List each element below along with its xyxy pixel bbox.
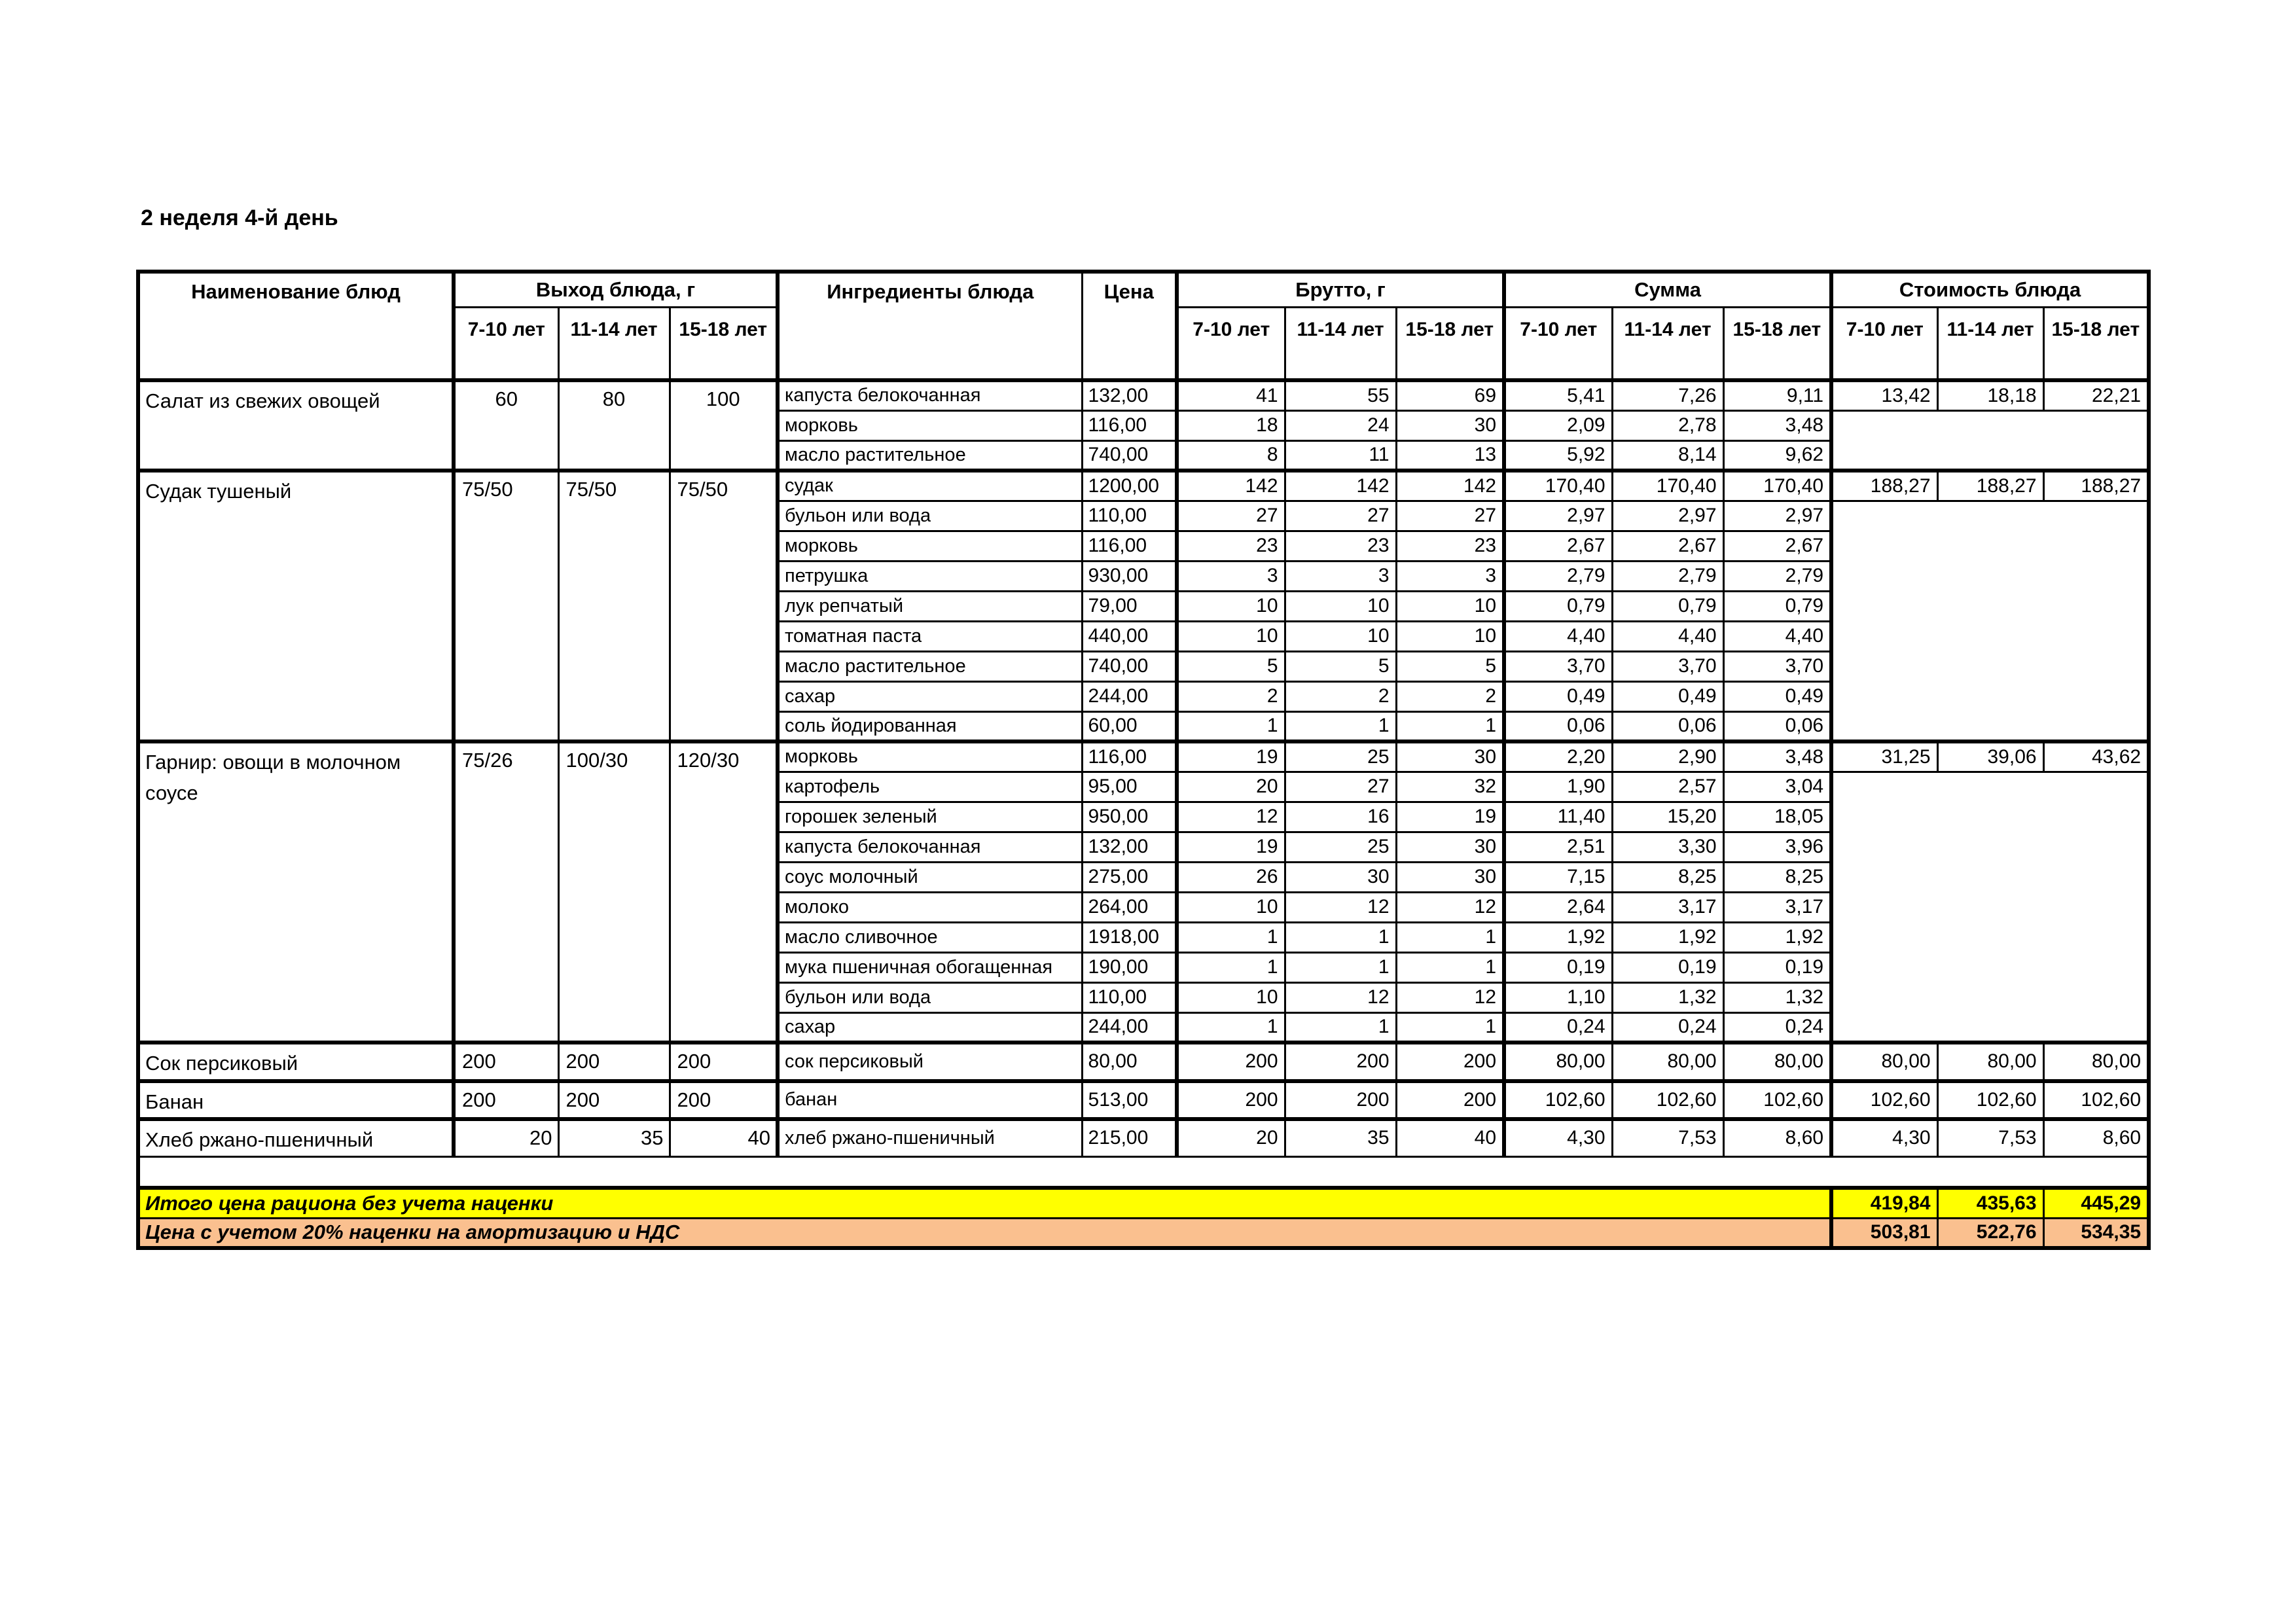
price-cell: 190,00 [1082, 952, 1177, 982]
header-age-label: 7-10 лет [1831, 307, 1937, 380]
sum-cell: 8,14 [1612, 440, 1723, 471]
brutto-cell: 10 [1177, 591, 1285, 621]
sum-cell: 4,40 [1504, 621, 1612, 651]
dish-cost-cell: 4,30 [1831, 1119, 1937, 1156]
dish-cost-cell: 102,60 [2043, 1081, 2149, 1120]
sum-cell: 2,67 [1504, 531, 1612, 561]
brutto-cell: 12 [1177, 802, 1285, 832]
brutto-cell: 10 [1177, 892, 1285, 922]
price-cell: 132,00 [1082, 380, 1177, 410]
sum-cell: 0,06 [1612, 711, 1723, 741]
brutto-cell: 200 [1285, 1043, 1396, 1081]
brutto-cell: 12 [1285, 982, 1396, 1012]
header-group-row [138, 272, 2149, 307]
brutto-cell: 1 [1396, 1012, 1504, 1043]
sum-cell: 4,40 [1723, 621, 1831, 651]
price-cell: 244,00 [1082, 1012, 1177, 1043]
output-cell-7-10: 75/26 [454, 741, 558, 1043]
brutto-cell: 12 [1396, 982, 1504, 1012]
brutto-cell: 8 [1177, 440, 1285, 471]
sum-cell: 5,41 [1504, 380, 1612, 410]
sum-cell: 1,92 [1504, 922, 1612, 952]
dish-cost-cell: 39,06 [1937, 741, 2043, 772]
sum-cell: 0,24 [1612, 1012, 1723, 1043]
price-cell: 110,00 [1082, 982, 1177, 1012]
dish-cost-cell: 13,42 [1831, 380, 1937, 410]
brutto-cell: 27 [1285, 772, 1396, 802]
brutto-cell: 142 [1396, 471, 1504, 501]
price-cell: 264,00 [1082, 892, 1177, 922]
header-age-label: 15-18 лет [1723, 307, 1831, 380]
brutto-cell: 27 [1396, 501, 1504, 531]
brutto-cell: 24 [1285, 410, 1396, 440]
brutto-cell: 23 [1177, 531, 1285, 561]
sum-cell: 2,57 [1612, 772, 1723, 802]
header-age-label: 11-14 лет [1612, 307, 1723, 380]
ingredient-cell: судак [778, 471, 1082, 501]
menu-cost-table [136, 270, 2151, 1250]
table-header [138, 272, 2149, 380]
brutto-cell: 1 [1396, 922, 1504, 952]
brutto-cell: 10 [1396, 621, 1504, 651]
brutto-cell: 32 [1396, 772, 1504, 802]
brutto-cell: 10 [1285, 621, 1396, 651]
page-title: 2 неделя 4-й день [141, 205, 338, 230]
ingredient-cell: соль йодированная [778, 711, 1082, 741]
header-age-label: 15-18 лет [1396, 307, 1504, 380]
ingredient-cell: хлеб ржано-пшеничный [778, 1119, 1082, 1156]
sum-cell: 2,90 [1612, 741, 1723, 772]
sum-cell: 3,70 [1723, 651, 1831, 681]
sum-cell: 7,26 [1612, 380, 1723, 410]
price-cell: 1918,00 [1082, 922, 1177, 952]
output-cell-7-10: 75/50 [454, 471, 558, 741]
sum-cell: 2,67 [1612, 531, 1723, 561]
sum-cell: 102,60 [1723, 1081, 1831, 1120]
header-brutto-group: Брутто, г [1177, 272, 1504, 307]
sum-cell: 5,92 [1504, 440, 1612, 471]
dish-cost-cell: 102,60 [1937, 1081, 2043, 1120]
sum-cell: 8,60 [1723, 1119, 1831, 1156]
price-cell: 116,00 [1082, 410, 1177, 440]
sum-cell: 3,96 [1723, 832, 1831, 862]
dish-cost-cell: 188,27 [2043, 471, 2149, 501]
totals-value: 534,35 [2043, 1218, 2149, 1248]
brutto-cell: 200 [1177, 1043, 1285, 1081]
price-cell: 116,00 [1082, 531, 1177, 561]
ingredient-cell: петрушка [778, 561, 1082, 591]
brutto-cell: 2 [1285, 681, 1396, 711]
brutto-cell: 69 [1396, 380, 1504, 410]
dish-cost-empty-cell [1831, 410, 2149, 471]
brutto-cell: 12 [1285, 892, 1396, 922]
dish-cost-cell: 7,53 [1937, 1119, 2043, 1156]
dish-row [138, 1043, 2149, 1081]
header-age-label: 11-14 лет [558, 307, 670, 380]
price-cell: 60,00 [1082, 711, 1177, 741]
brutto-cell: 55 [1285, 380, 1396, 410]
table-body [138, 380, 2149, 1248]
brutto-cell: 1 [1177, 1012, 1285, 1043]
dish-cost-cell: 22,21 [2043, 380, 2149, 410]
sum-cell: 0,49 [1504, 681, 1612, 711]
ingredient-cell: масло растительное [778, 651, 1082, 681]
ingredient-cell: сок персиковый [778, 1043, 1082, 1081]
dish-cost-cell: 8,60 [2043, 1119, 2149, 1156]
brutto-cell: 5 [1396, 651, 1504, 681]
sum-cell: 4,30 [1504, 1119, 1612, 1156]
ingredient-cell: капуста белокочанная [778, 832, 1082, 862]
price-cell: 950,00 [1082, 802, 1177, 832]
sum-cell: 80,00 [1612, 1043, 1723, 1081]
dish-cost-cell: 43,62 [2043, 741, 2149, 772]
output-cell-7-10: 60 [454, 380, 558, 471]
output-cell-11-14: 100/30 [558, 741, 670, 1043]
sum-cell: 0,79 [1504, 591, 1612, 621]
sum-cell: 3,30 [1612, 832, 1723, 862]
sum-cell: 2,78 [1612, 410, 1723, 440]
sum-cell: 7,53 [1612, 1119, 1723, 1156]
brutto-cell: 3 [1285, 561, 1396, 591]
price-cell: 275,00 [1082, 862, 1177, 892]
price-cell: 244,00 [1082, 681, 1177, 711]
totals-row [138, 1188, 2149, 1218]
dish-cost-cell: 80,00 [1831, 1043, 1937, 1081]
spacer-cell [138, 1156, 2149, 1188]
sum-cell: 2,20 [1504, 741, 1612, 772]
header-price: Цена [1082, 272, 1177, 380]
ingredient-cell: лук репчатый [778, 591, 1082, 621]
brutto-cell: 142 [1177, 471, 1285, 501]
brutto-cell: 23 [1396, 531, 1504, 561]
price-cell: 440,00 [1082, 621, 1177, 651]
dish-row [138, 471, 2149, 501]
sum-cell: 0,19 [1504, 952, 1612, 982]
brutto-cell: 1 [1285, 1012, 1396, 1043]
spacer-row [138, 1156, 2149, 1188]
sum-cell: 2,79 [1723, 561, 1831, 591]
brutto-cell: 40 [1396, 1119, 1504, 1156]
sum-cell: 18,05 [1723, 802, 1831, 832]
brutto-cell: 27 [1177, 501, 1285, 531]
sum-cell: 1,32 [1612, 982, 1723, 1012]
output-cell-15-18: 40 [670, 1119, 778, 1156]
output-cell-11-14: 200 [558, 1043, 670, 1081]
brutto-cell: 25 [1285, 741, 1396, 772]
brutto-cell: 20 [1177, 772, 1285, 802]
brutto-cell: 12 [1396, 892, 1504, 922]
sum-cell: 9,11 [1723, 380, 1831, 410]
dish-name-cell: Хлеб ржано-пшеничный [138, 1119, 454, 1156]
sum-cell: 2,97 [1723, 501, 1831, 531]
sum-cell: 102,60 [1612, 1081, 1723, 1120]
brutto-cell: 27 [1285, 501, 1396, 531]
ingredient-cell: масло сливочное [778, 922, 1082, 952]
sum-cell: 8,25 [1723, 862, 1831, 892]
dish-cost-cell: 18,18 [1937, 380, 2043, 410]
header-sum-group: Сумма [1504, 272, 1831, 307]
ingredient-cell: томатная паста [778, 621, 1082, 651]
sum-cell: 4,40 [1612, 621, 1723, 651]
ingredient-cell: морковь [778, 410, 1082, 440]
brutto-cell: 30 [1285, 862, 1396, 892]
price-cell: 132,00 [1082, 832, 1177, 862]
price-cell: 930,00 [1082, 561, 1177, 591]
sum-cell: 2,64 [1504, 892, 1612, 922]
sum-cell: 2,09 [1504, 410, 1612, 440]
sum-cell: 1,32 [1723, 982, 1831, 1012]
dish-cost-empty-cell [1831, 772, 2149, 1043]
brutto-cell: 1 [1285, 922, 1396, 952]
brutto-cell: 2 [1396, 681, 1504, 711]
ingredient-cell: банан [778, 1081, 1082, 1120]
sum-cell: 80,00 [1504, 1043, 1612, 1081]
header-cost-group: Стоимость блюда [1831, 272, 2149, 307]
sum-cell: 3,04 [1723, 772, 1831, 802]
dish-cost-cell: 31,25 [1831, 741, 1937, 772]
brutto-cell: 10 [1177, 982, 1285, 1012]
brutto-cell: 2 [1177, 681, 1285, 711]
dish-name-cell: Салат из свежих овощей [138, 380, 454, 471]
brutto-cell: 3 [1177, 561, 1285, 591]
sum-cell: 2,79 [1612, 561, 1723, 591]
dish-row [138, 1119, 2149, 1156]
sum-cell: 1,90 [1504, 772, 1612, 802]
brutto-cell: 3 [1396, 561, 1504, 591]
ingredient-cell: бульон или вода [778, 501, 1082, 531]
dish-cost-cell: 80,00 [2043, 1043, 2149, 1081]
sum-cell: 3,70 [1504, 651, 1612, 681]
brutto-cell: 1 [1177, 922, 1285, 952]
sum-cell: 0,06 [1504, 711, 1612, 741]
totals-value: 445,29 [2043, 1188, 2149, 1218]
brutto-cell: 11 [1285, 440, 1396, 471]
brutto-cell: 5 [1285, 651, 1396, 681]
ingredient-cell: сахар [778, 1012, 1082, 1043]
price-cell: 95,00 [1082, 772, 1177, 802]
output-cell-15-18: 75/50 [670, 471, 778, 741]
price-cell: 116,00 [1082, 741, 1177, 772]
ingredient-cell: молоко [778, 892, 1082, 922]
brutto-cell: 19 [1177, 741, 1285, 772]
sum-cell: 0,24 [1504, 1012, 1612, 1043]
ingredient-cell: морковь [778, 741, 1082, 772]
header-age-label: 15-18 лет [670, 307, 778, 380]
header-age-label: 15-18 лет [2043, 307, 2149, 380]
sum-cell: 2,51 [1504, 832, 1612, 862]
sum-cell: 2,97 [1504, 501, 1612, 531]
brutto-cell: 30 [1396, 862, 1504, 892]
sum-cell: 7,15 [1504, 862, 1612, 892]
brutto-cell: 26 [1177, 862, 1285, 892]
price-cell: 80,00 [1082, 1043, 1177, 1081]
sum-cell: 1,92 [1612, 922, 1723, 952]
totals-label: Итого цена рациона без учета наценки [138, 1188, 1831, 1218]
brutto-cell: 19 [1177, 832, 1285, 862]
brutto-cell: 1 [1177, 952, 1285, 982]
sum-cell: 1,10 [1504, 982, 1612, 1012]
brutto-cell: 10 [1177, 621, 1285, 651]
output-cell-7-10: 200 [454, 1043, 558, 1081]
sum-cell: 102,60 [1504, 1081, 1612, 1120]
sum-cell: 170,40 [1612, 471, 1723, 501]
dish-cost-cell: 102,60 [1831, 1081, 1937, 1120]
sum-cell: 9,62 [1723, 440, 1831, 471]
header-ingredients: Ингредиенты блюда [778, 272, 1082, 380]
sum-cell: 11,40 [1504, 802, 1612, 832]
ingredient-cell: капуста белокочанная [778, 380, 1082, 410]
sum-cell: 2,79 [1504, 561, 1612, 591]
output-cell-11-14: 75/50 [558, 471, 670, 741]
price-cell: 215,00 [1082, 1119, 1177, 1156]
brutto-cell: 30 [1396, 741, 1504, 772]
sum-cell: 2,97 [1612, 501, 1723, 531]
brutto-cell: 19 [1396, 802, 1504, 832]
price-cell: 79,00 [1082, 591, 1177, 621]
totals-value: 419,84 [1831, 1188, 1937, 1218]
ingredient-cell: соус молочный [778, 862, 1082, 892]
ingredient-cell: масло растительное [778, 440, 1082, 471]
sum-cell: 3,17 [1612, 892, 1723, 922]
brutto-cell: 200 [1285, 1081, 1396, 1120]
totals-value: 522,76 [1937, 1218, 2043, 1248]
price-cell: 740,00 [1082, 651, 1177, 681]
sum-cell: 0,19 [1723, 952, 1831, 982]
brutto-cell: 41 [1177, 380, 1285, 410]
output-cell-11-14: 80 [558, 380, 670, 471]
output-cell-11-14: 35 [558, 1119, 670, 1156]
header-age-label: 11-14 лет [1285, 307, 1396, 380]
sum-cell: 170,40 [1504, 471, 1612, 501]
brutto-cell: 1 [1285, 952, 1396, 982]
header-dish-name: Наименование блюд [138, 272, 454, 380]
sum-cell: 170,40 [1723, 471, 1831, 501]
brutto-cell: 30 [1396, 410, 1504, 440]
ingredient-cell: мука пшеничная обогащенная [778, 952, 1082, 982]
brutto-cell: 23 [1285, 531, 1396, 561]
ingredient-cell: сахар [778, 681, 1082, 711]
dish-row [138, 380, 2149, 410]
header-age-label: 11-14 лет [1937, 307, 2043, 380]
brutto-cell: 30 [1396, 832, 1504, 862]
sum-cell: 0,49 [1723, 681, 1831, 711]
sum-cell: 0,24 [1723, 1012, 1831, 1043]
brutto-cell: 20 [1177, 1119, 1285, 1156]
price-cell: 110,00 [1082, 501, 1177, 531]
totals-value: 503,81 [1831, 1218, 1937, 1248]
brutto-cell: 18 [1177, 410, 1285, 440]
price-cell: 513,00 [1082, 1081, 1177, 1120]
brutto-cell: 1 [1396, 952, 1504, 982]
dish-name-cell: Сок персиковый [138, 1043, 454, 1081]
output-cell-7-10: 200 [454, 1081, 558, 1120]
brutto-cell: 1 [1285, 711, 1396, 741]
dish-name-cell: Банан [138, 1081, 454, 1120]
brutto-cell: 200 [1396, 1043, 1504, 1081]
dish-cost-cell: 188,27 [1831, 471, 1937, 501]
sum-cell: 3,48 [1723, 410, 1831, 440]
sum-cell: 80,00 [1723, 1043, 1831, 1081]
brutto-cell: 10 [1285, 591, 1396, 621]
sum-cell: 0,79 [1723, 591, 1831, 621]
sum-cell: 15,20 [1612, 802, 1723, 832]
totals-value: 435,63 [1937, 1188, 2043, 1218]
price-cell: 740,00 [1082, 440, 1177, 471]
brutto-cell: 25 [1285, 832, 1396, 862]
brutto-cell: 13 [1396, 440, 1504, 471]
header-output-group: Выход блюда, г [454, 272, 778, 307]
sum-cell: 2,67 [1723, 531, 1831, 561]
output-cell-15-18: 200 [670, 1081, 778, 1120]
header-age-label: 7-10 лет [1504, 307, 1612, 380]
sum-cell: 3,48 [1723, 741, 1831, 772]
brutto-cell: 142 [1285, 471, 1396, 501]
output-cell-15-18: 200 [670, 1043, 778, 1081]
totals-label: Цена с учетом 20% наценки на амортизацию и НДС [138, 1218, 1831, 1248]
output-cell-7-10: 20 [454, 1119, 558, 1156]
dish-cost-cell: 80,00 [1937, 1043, 2043, 1081]
ingredient-cell: морковь [778, 531, 1082, 561]
sum-cell: 0,49 [1612, 681, 1723, 711]
ingredient-cell: бульон или вода [778, 982, 1082, 1012]
brutto-cell: 200 [1177, 1081, 1285, 1120]
header-age-label: 7-10 лет [454, 307, 558, 380]
brutto-cell: 1 [1396, 711, 1504, 741]
dish-cost-empty-cell [1831, 501, 2149, 741]
ingredient-cell: горошек зеленый [778, 802, 1082, 832]
header-age-label: 7-10 лет [1177, 307, 1285, 380]
dish-cost-cell: 188,27 [1937, 471, 2043, 501]
brutto-cell: 5 [1177, 651, 1285, 681]
sum-cell: 3,70 [1612, 651, 1723, 681]
sum-cell: 1,92 [1723, 922, 1831, 952]
dish-name-cell: Гарнир: овощи в молочном соусе [138, 741, 454, 1043]
dish-row [138, 1081, 2149, 1120]
brutto-cell: 200 [1396, 1081, 1504, 1120]
sum-cell: 0,06 [1723, 711, 1831, 741]
sum-cell: 3,17 [1723, 892, 1831, 922]
sum-cell: 0,79 [1612, 591, 1723, 621]
brutto-cell: 16 [1285, 802, 1396, 832]
dish-name-cell: Судак тушеный [138, 471, 454, 741]
totals-row [138, 1218, 2149, 1248]
output-cell-11-14: 200 [558, 1081, 670, 1120]
output-cell-15-18: 120/30 [670, 741, 778, 1043]
sum-cell: 0,19 [1612, 952, 1723, 982]
sum-cell: 8,25 [1612, 862, 1723, 892]
output-cell-15-18: 100 [670, 380, 778, 471]
brutto-cell: 35 [1285, 1119, 1396, 1156]
brutto-cell: 1 [1177, 711, 1285, 741]
price-cell: 1200,00 [1082, 471, 1177, 501]
ingredient-cell: картофель [778, 772, 1082, 802]
brutto-cell: 10 [1396, 591, 1504, 621]
dish-row [138, 741, 2149, 772]
